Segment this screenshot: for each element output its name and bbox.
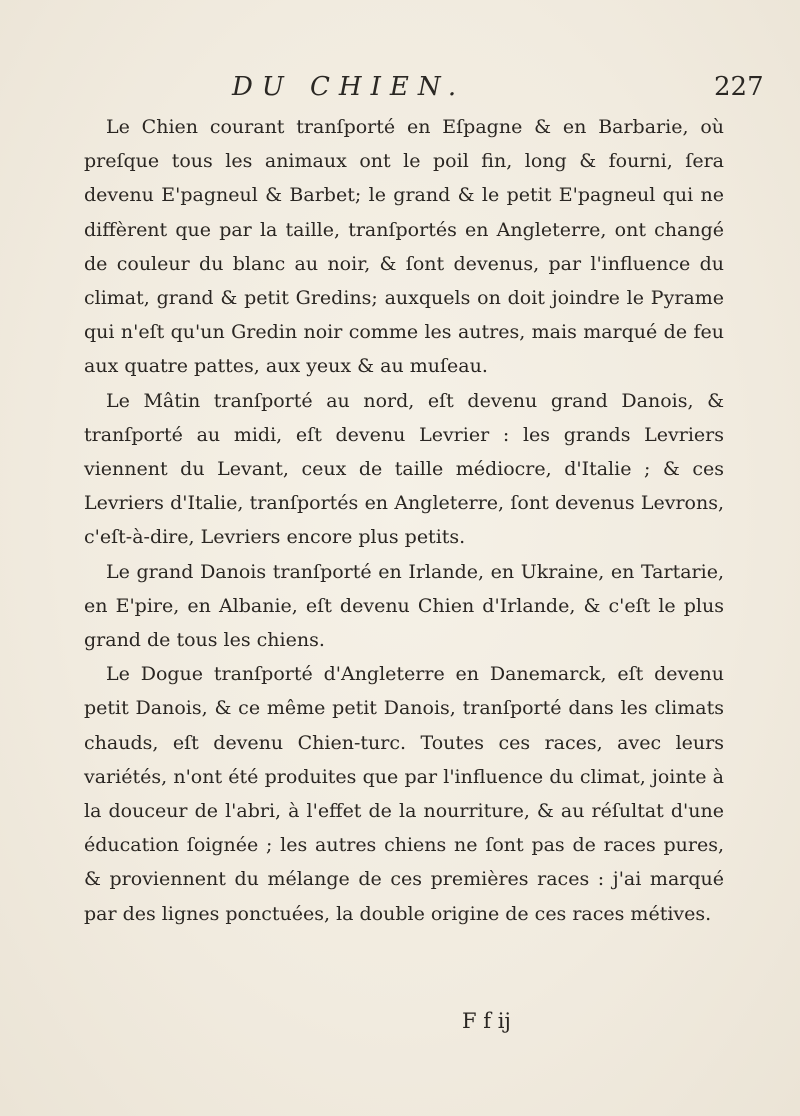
page-number: 227 bbox=[714, 72, 764, 102]
paragraph-chien-courant: Le Chien courant tranſporté en Eſpagne & en Barbarie, où preſque tous les animaux ont le poil fin, long & fourni, ſera devenu E'pagneul & Barbet; le grand & le petit E'pagneul qui ne diffèrent que par la taille, tranſportés en Angleterre, ont changé de couleur du blanc au noir, & ſont devenus, par l'influence du climat, grand & petit Gredins; auxquels on doit joindre le Pyrame qui n'eſt qu'un Gredin noir comme les autres, mais marqué de feu aux quatre pattes, aux yeux & au muſeau. bbox=[84, 116, 724, 378]
signature-mark: F f ij bbox=[462, 1009, 511, 1033]
paragraph-grand-danois: Le grand Danois tranſporté en Irlande, en Ukraine, en Tartarie, en E'pire, en Albanie, eſt devenu Chien d'Irlande, & c'eſt le plus grand de tous les chiens. bbox=[84, 560, 724, 652]
paragraph-matin: Le Mâtin tranſporté au nord, eſt devenu grand Danois, & tranſporté au midi, eſt devenu Levrier : les grands Levriers viennent du Levant, ceux de taille médiocre, d'Italie ; & ces Levriers d'Italie, tranſportés en Angleterre, ſont devenus Levrons, c'eſt-à-dire, Levriers encore plus petits. bbox=[84, 389, 724, 549]
running-header bbox=[0, 72, 800, 112]
running-title: DU CHIEN. bbox=[232, 72, 466, 102]
page-body bbox=[84, 110, 724, 931]
paragraph-dogue: Le Dogue tranſporté d'Angleterre en Danemarck, eſt devenu petit Danois, & ce même petit Danois, tranſporté dans les climats chauds, eſt devenu Chien-turc. Toutes ces races, avec leurs variétés, n'ont été produites que par l'influence du climat, jointe à la douceur de l'abri, à l'effet de la nourriture, & au réſultat d'une éducation ſoignée ; les autres chiens ne ſont pas de races pures, & proviennent du mélange de ces premières races : j'ai marqué par des lignes ponctuées, la double origine de ces races métives. bbox=[84, 663, 724, 925]
